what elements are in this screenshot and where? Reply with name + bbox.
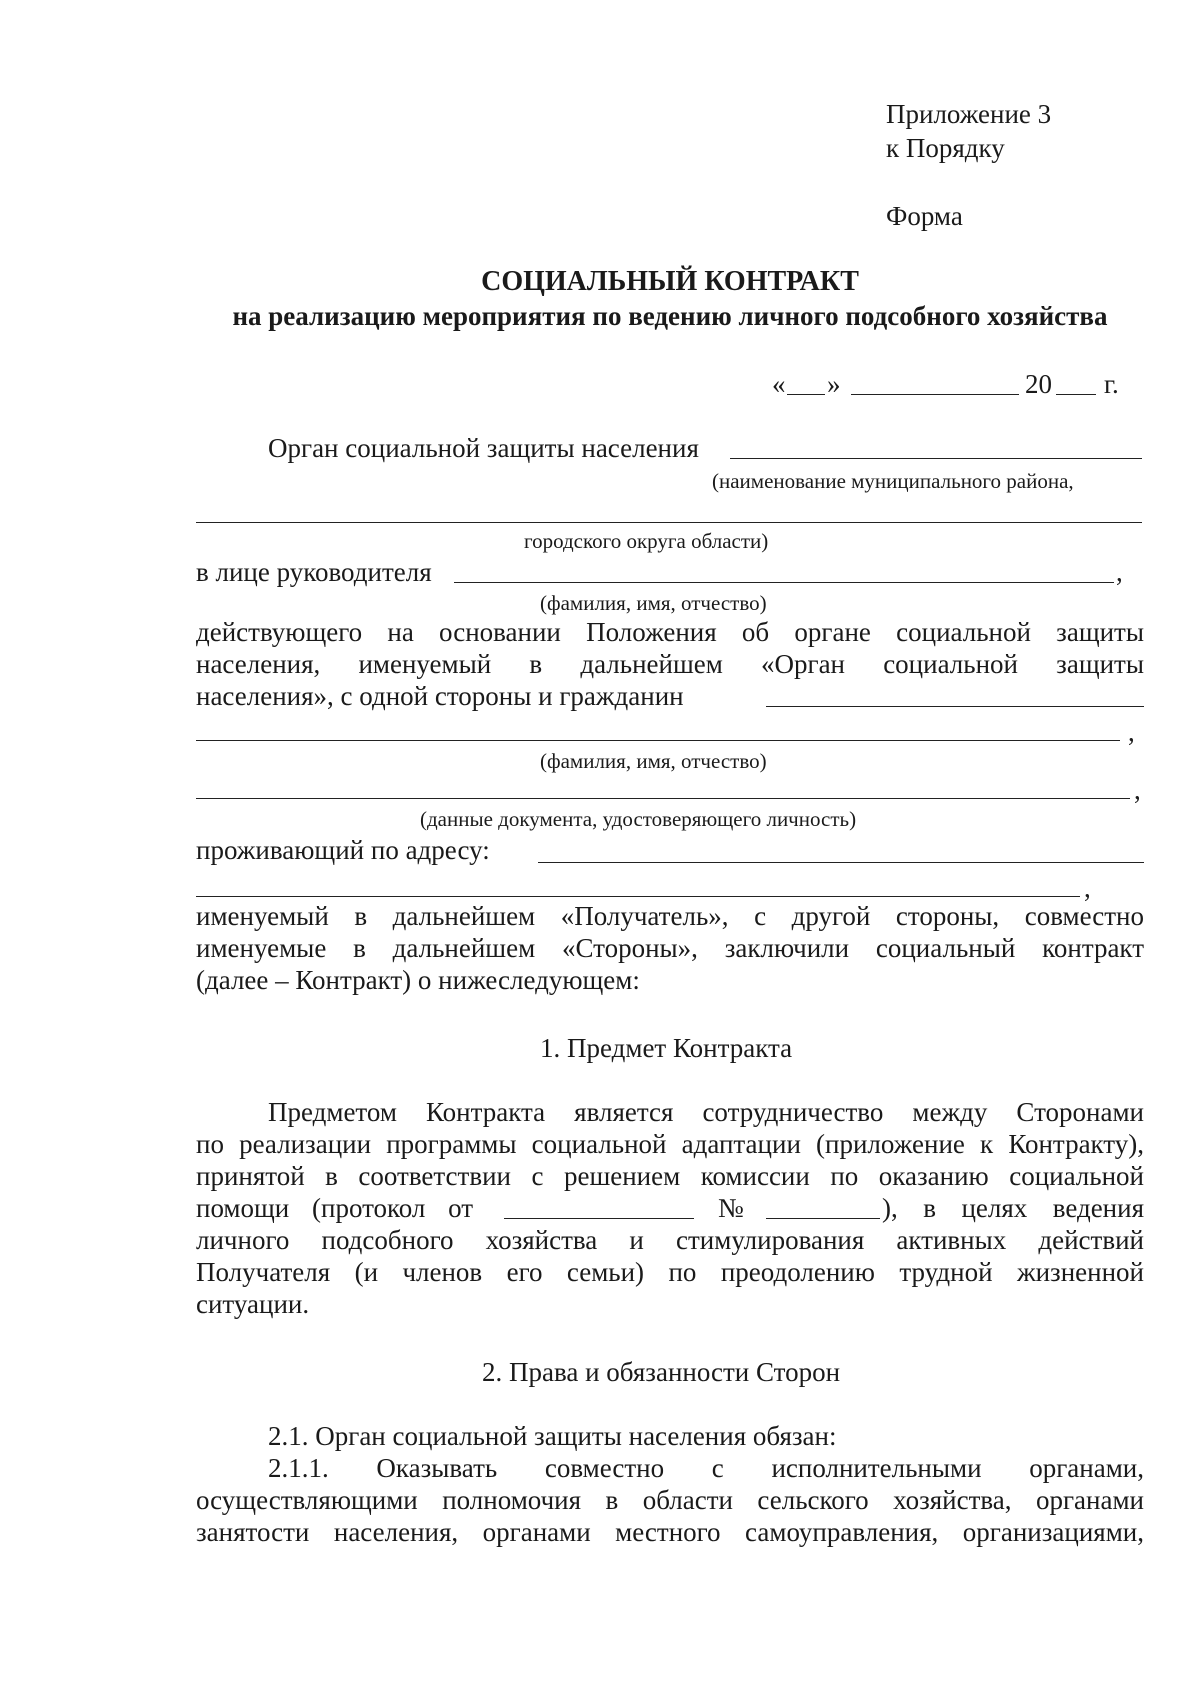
date-close-quote: » bbox=[827, 369, 841, 399]
date-month-blank bbox=[851, 394, 1019, 395]
protocol-number-sign: № bbox=[718, 1193, 744, 1223]
document-data-blank bbox=[196, 798, 1130, 799]
citizen-comma: , bbox=[1128, 717, 1135, 747]
date-year-prefix: 20 bbox=[1025, 369, 1052, 399]
acting-line-2: населения, именуемый в дальнейшем «Орган социальной защиты bbox=[196, 649, 1144, 679]
named-line-3: (далее – Контракт) о нижеследующем: bbox=[196, 965, 640, 995]
section-1-line-5: личного подсобного хозяйства и стимулирования активных действий bbox=[196, 1225, 1144, 1255]
named-line-2: именуемые в дальнейшем «Стороны», заключили социальный контракт bbox=[196, 933, 1144, 963]
hint-document: (данные документа, удостоверяющего личность) bbox=[420, 807, 857, 831]
address-blank-2 bbox=[196, 896, 1080, 897]
citizen-fio-blank bbox=[196, 740, 1120, 741]
clause-2-1: 2.1. Орган социальной защиты населения обязан: bbox=[268, 1421, 837, 1451]
organ-blank bbox=[730, 458, 1142, 459]
clause-2-1-1-line-3: занятости населения, органами местного самоуправления, организациями, bbox=[196, 1517, 1144, 1547]
head-label: в лице руководителя bbox=[196, 557, 432, 587]
section-1-line-6: Получателя (и членов его семьи) по преодолению трудной жизненной bbox=[196, 1257, 1144, 1287]
head-blank bbox=[454, 582, 1114, 583]
section-1-line-3: принятой в соответствии с решением комиссии по оказанию социальной bbox=[196, 1161, 1144, 1191]
named-line-1: именуемый в дальнейшем «Получатель», с другой стороны, совместно bbox=[196, 901, 1144, 931]
hint-fio: (фамилия, имя, отчество) bbox=[540, 591, 767, 615]
section-1-line-4b: ), в целях ведения bbox=[882, 1193, 1144, 1223]
section-1-line-4a: помощи (протокол от bbox=[196, 1193, 474, 1223]
hint-district: (наименование муниципального района, bbox=[712, 469, 1074, 493]
order-label: к Порядку bbox=[886, 133, 1005, 163]
hint-city: городского округа области) bbox=[524, 529, 769, 553]
organ-label: Орган социальной защиты населения bbox=[268, 433, 699, 463]
document-comma: , bbox=[1134, 775, 1141, 805]
clause-2-1-1-line-2: осуществляющими полномочия в области сельского хозяйства, органами bbox=[196, 1485, 1144, 1515]
citizen-blank bbox=[766, 706, 1144, 707]
date-open-quote: « bbox=[772, 369, 786, 399]
protocol-number-blank bbox=[766, 1218, 880, 1219]
district-blank bbox=[196, 522, 1142, 523]
date-day-blank bbox=[787, 394, 825, 395]
section-1-heading: 1. Предмет Контракта bbox=[540, 1033, 793, 1063]
address-comma: , bbox=[1084, 873, 1091, 903]
address-label: проживающий по адресу: bbox=[196, 835, 490, 865]
clause-2-1-1-line-1: 2.1.1. Оказывать совместно с исполнительными органами, bbox=[268, 1453, 1144, 1483]
date-year-blank bbox=[1056, 394, 1096, 395]
section-2-heading: 2. Права и обязанности Сторон bbox=[482, 1357, 841, 1387]
hint-fio-2: (фамилия, имя, отчество) bbox=[540, 749, 767, 773]
section-1-line-7: ситуации. bbox=[196, 1289, 310, 1319]
acting-line-3: населения», с одной стороны и гражданин bbox=[196, 681, 684, 711]
section-1-line-1: Предметом Контракта является сотрудничество между Сторонами bbox=[268, 1097, 1144, 1127]
acting-line-1: действующего на основании Положения об органе социальной защиты bbox=[196, 617, 1144, 647]
protocol-date-blank bbox=[504, 1218, 694, 1219]
appendix-label: Приложение 3 bbox=[886, 99, 1052, 129]
date-year-suffix: г. bbox=[1104, 369, 1119, 399]
form-label: Форма bbox=[886, 201, 963, 231]
section-1-line-2: по реализации программы социальной адаптации (приложение к Контракту), bbox=[196, 1129, 1144, 1159]
document-subtitle: на реализацию мероприятия по ведению личного подсобного хозяйства bbox=[232, 301, 1108, 331]
address-blank bbox=[538, 862, 1144, 863]
document-title: СОЦИАЛЬНЫЙ КОНТРАКТ bbox=[481, 266, 859, 297]
head-comma: , bbox=[1116, 557, 1123, 587]
